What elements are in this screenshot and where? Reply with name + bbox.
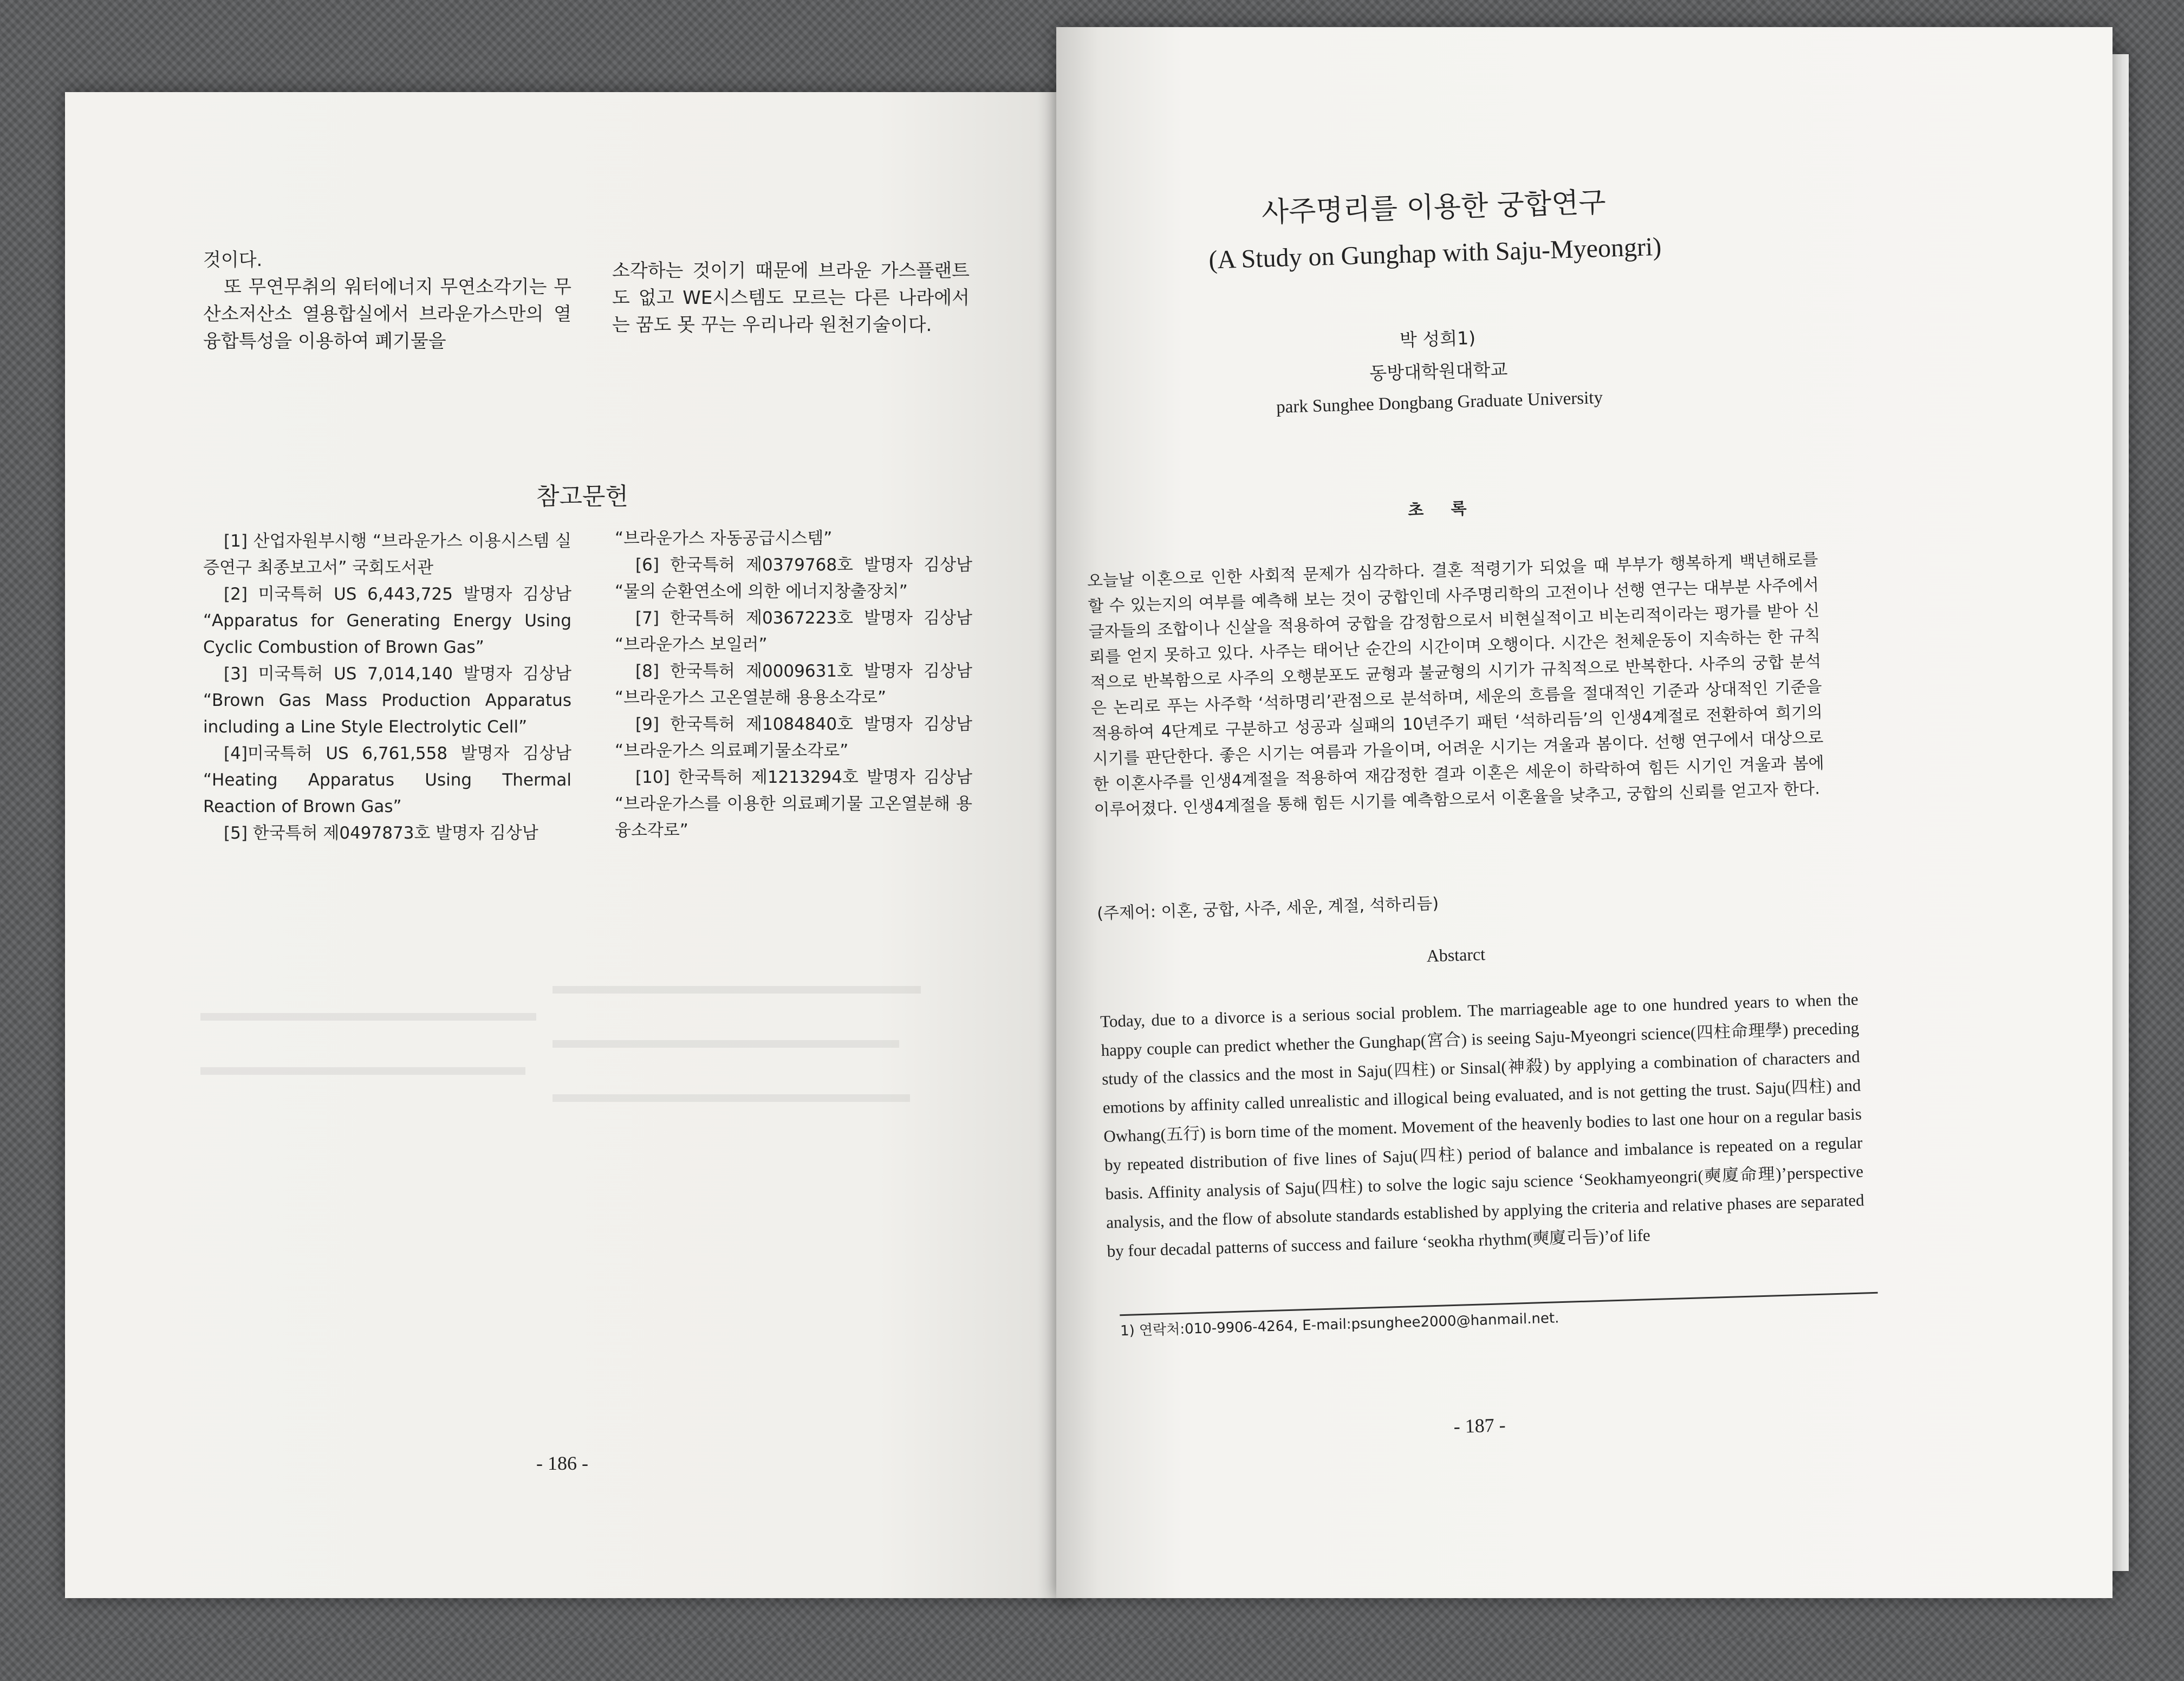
paper-title-english: (A Study on Gunghap with Saju-Myeongri) — [1208, 232, 1662, 275]
body-paragraph: 또 무연무취의 워터에너지 무연소각기는 무산소저산소 열용합실에서 브라운가스만의 열융합특성을 이용하여 폐기물을 — [203, 276, 571, 352]
page-number-right: - 187 - — [1453, 1414, 1506, 1438]
references-heading: 참고문헌 — [536, 483, 629, 510]
abstract-heading-korean: 초 록 — [1407, 499, 1478, 520]
paper-title: 사주명리를 이용한 궁합연구 — [1261, 186, 1607, 229]
reference-item: [7] 한국특허 제0367223호 발명자 김상남 “브라운가스 보일러” — [615, 608, 972, 654]
footnote: 1) 연락처:010-9906-4264, E-mail:psunghee2000@hanmail.net. — [1120, 1310, 1559, 1340]
body-line-1: 것이다. — [203, 249, 263, 271]
page-number-left: - 186 - — [536, 1452, 588, 1474]
reference-item: [1] 산업자원부시행 “브라운가스 이용시스템 실증연구 최종보고서” 국회도서관 — [203, 531, 571, 577]
keywords: (주제어: 이혼, 궁합, 사주, 세운, 계절, 석하리듬) — [1096, 894, 1439, 924]
reference-item: [3] 미국특허 US 7,014,140 발명자 김상남 “Brown Gas Mass Production Apparatus including a Line Style Electrolytic Cell” — [203, 664, 571, 737]
abstract-english: Today, due to a divorce is a serious social problem. The marriageable age to one hundred years to when the happy couple can predict whether the Gunghap(宮合) is seeing Saju-Myeongri science(四柱命理學) preceding study of the classics and the most in Saju(四柱) or Sinsal(神殺) by applying a combination of characters and emotions by affinity called unrealistic and illogical being evaluated, and is not getting the trust. Saju(四柱) and Owhang(五行) is born time of the moment. Movement of the heavenly bodies to last one hour on a regular basis by repeated distribution of five lines of Saju(四柱) period of balance and imbalance is repeated on a regular basis. Affinity analysis of Saju(四柱) to solve the logic saju science ‘Seokhamyeongri(奭廈命理)’perspective analysis, and the flow of absolute standards established by applying the criteria and relative phases are separated by four decadal patterns of success and failure ‘seokha rhythm(奭廈리듬)’of life — [1100, 989, 1865, 1261]
reference-item: [2] 미국특허 US 6,443,725 발명자 김상남 “Apparatus for Generating Energy Using Cyclic Combustion of Brown Gas” — [203, 585, 571, 657]
body-text-col2: 소각하는 것이기 때문에 브라운 가스플랜트도 없고 WE시스템도 모르는 다른 나라에서는 꿈도 못 꾸는 우리나라 원천기술이다. — [612, 260, 970, 336]
abstract-korean: 오늘날 이혼으로 인한 사회적 문제가 심각하다. 결혼 적령기가 되었을 때 부부가 행복하게 백년해로를 할 수 있는지의 여부를 예측해 보는 것이 궁합인데 사주명리학의 고전이나 선행 연구는 대부분 사주에서 글자들의 조합이나 신살을 적용하여 궁합을 감정함으로서 비현실적이고 비논리적이라는 평가를 받아 신뢰를 얻지 못하고 있다. 사주는 태어난 순간의 시간이며 오행이다. 시간은 천체운동이 지속하는 한 규칙적으로 반복함으로 사주의 오행분포도 균형과 불균형의 시기가 규칙적으로 반복한다. 사주의 궁합 분석은 논리로 푸는 사주학 ‘석하명리’관점으로 분석하며, 세운의 흐름을 절대적인 기준과 상대적인 기준을 적용하여 4단계로 구분하고 성공과 실패의 10년주기 패턴 ‘석하리듬’의 인생4계절로 전환하여 희기의 시기를 판단한다. 좋은 시기는 여름과 가을이며, 어려운 시기는 겨울과 봄이다. 선행 연구에서 대상으로 한 이혼사주를 인생4계절을 적용하여 재감정한 결과 이혼은 세운이 하락하여 힘든 시기인 겨울과 봄에 이루어졌다. 인생4계절을 통해 힘든 시기를 예측함으로서 이혼율을 낮추고, 궁합의 신뢰를 얻고자 한다. — [1087, 550, 1825, 820]
reference-item: [10] 한국특허 제1213294호 발명자 김상남 “브라운가스를 이용한 의료폐기물 고온열분해 용융소각로” — [615, 768, 972, 840]
reference-item: “브라운가스 자동공급시스템” — [615, 529, 833, 548]
affiliation-english: park Sunghee Dongbang Graduate University — [1276, 388, 1603, 417]
author-name: 박 성희1) — [1399, 327, 1476, 351]
reference-item: [9] 한국특허 제1084840호 발명자 김상남 “브라운가스 의료폐기물소각로” — [615, 715, 972, 761]
reference-item: [6] 한국특허 제0379768호 발명자 김상남 “물의 순환연소에 의한 에너지창출장치” — [615, 555, 972, 601]
abstract-heading-english: Abstarct — [1426, 944, 1486, 966]
affiliation: 동방대학원대학교 — [1369, 359, 1508, 384]
reference-item: [5] 한국특허 제0497873호 발명자 김상남 — [224, 823, 538, 843]
reference-item: [4]미국특허 US 6,761,558 발명자 김상남 “Heating Apparatus Using Thermal Reaction of Brown Gas” — [203, 744, 571, 816]
reference-item: [8] 한국특허 제0009631호 발명자 김상남 “브라운가스 고온열분해 용용소각로” — [615, 661, 972, 708]
